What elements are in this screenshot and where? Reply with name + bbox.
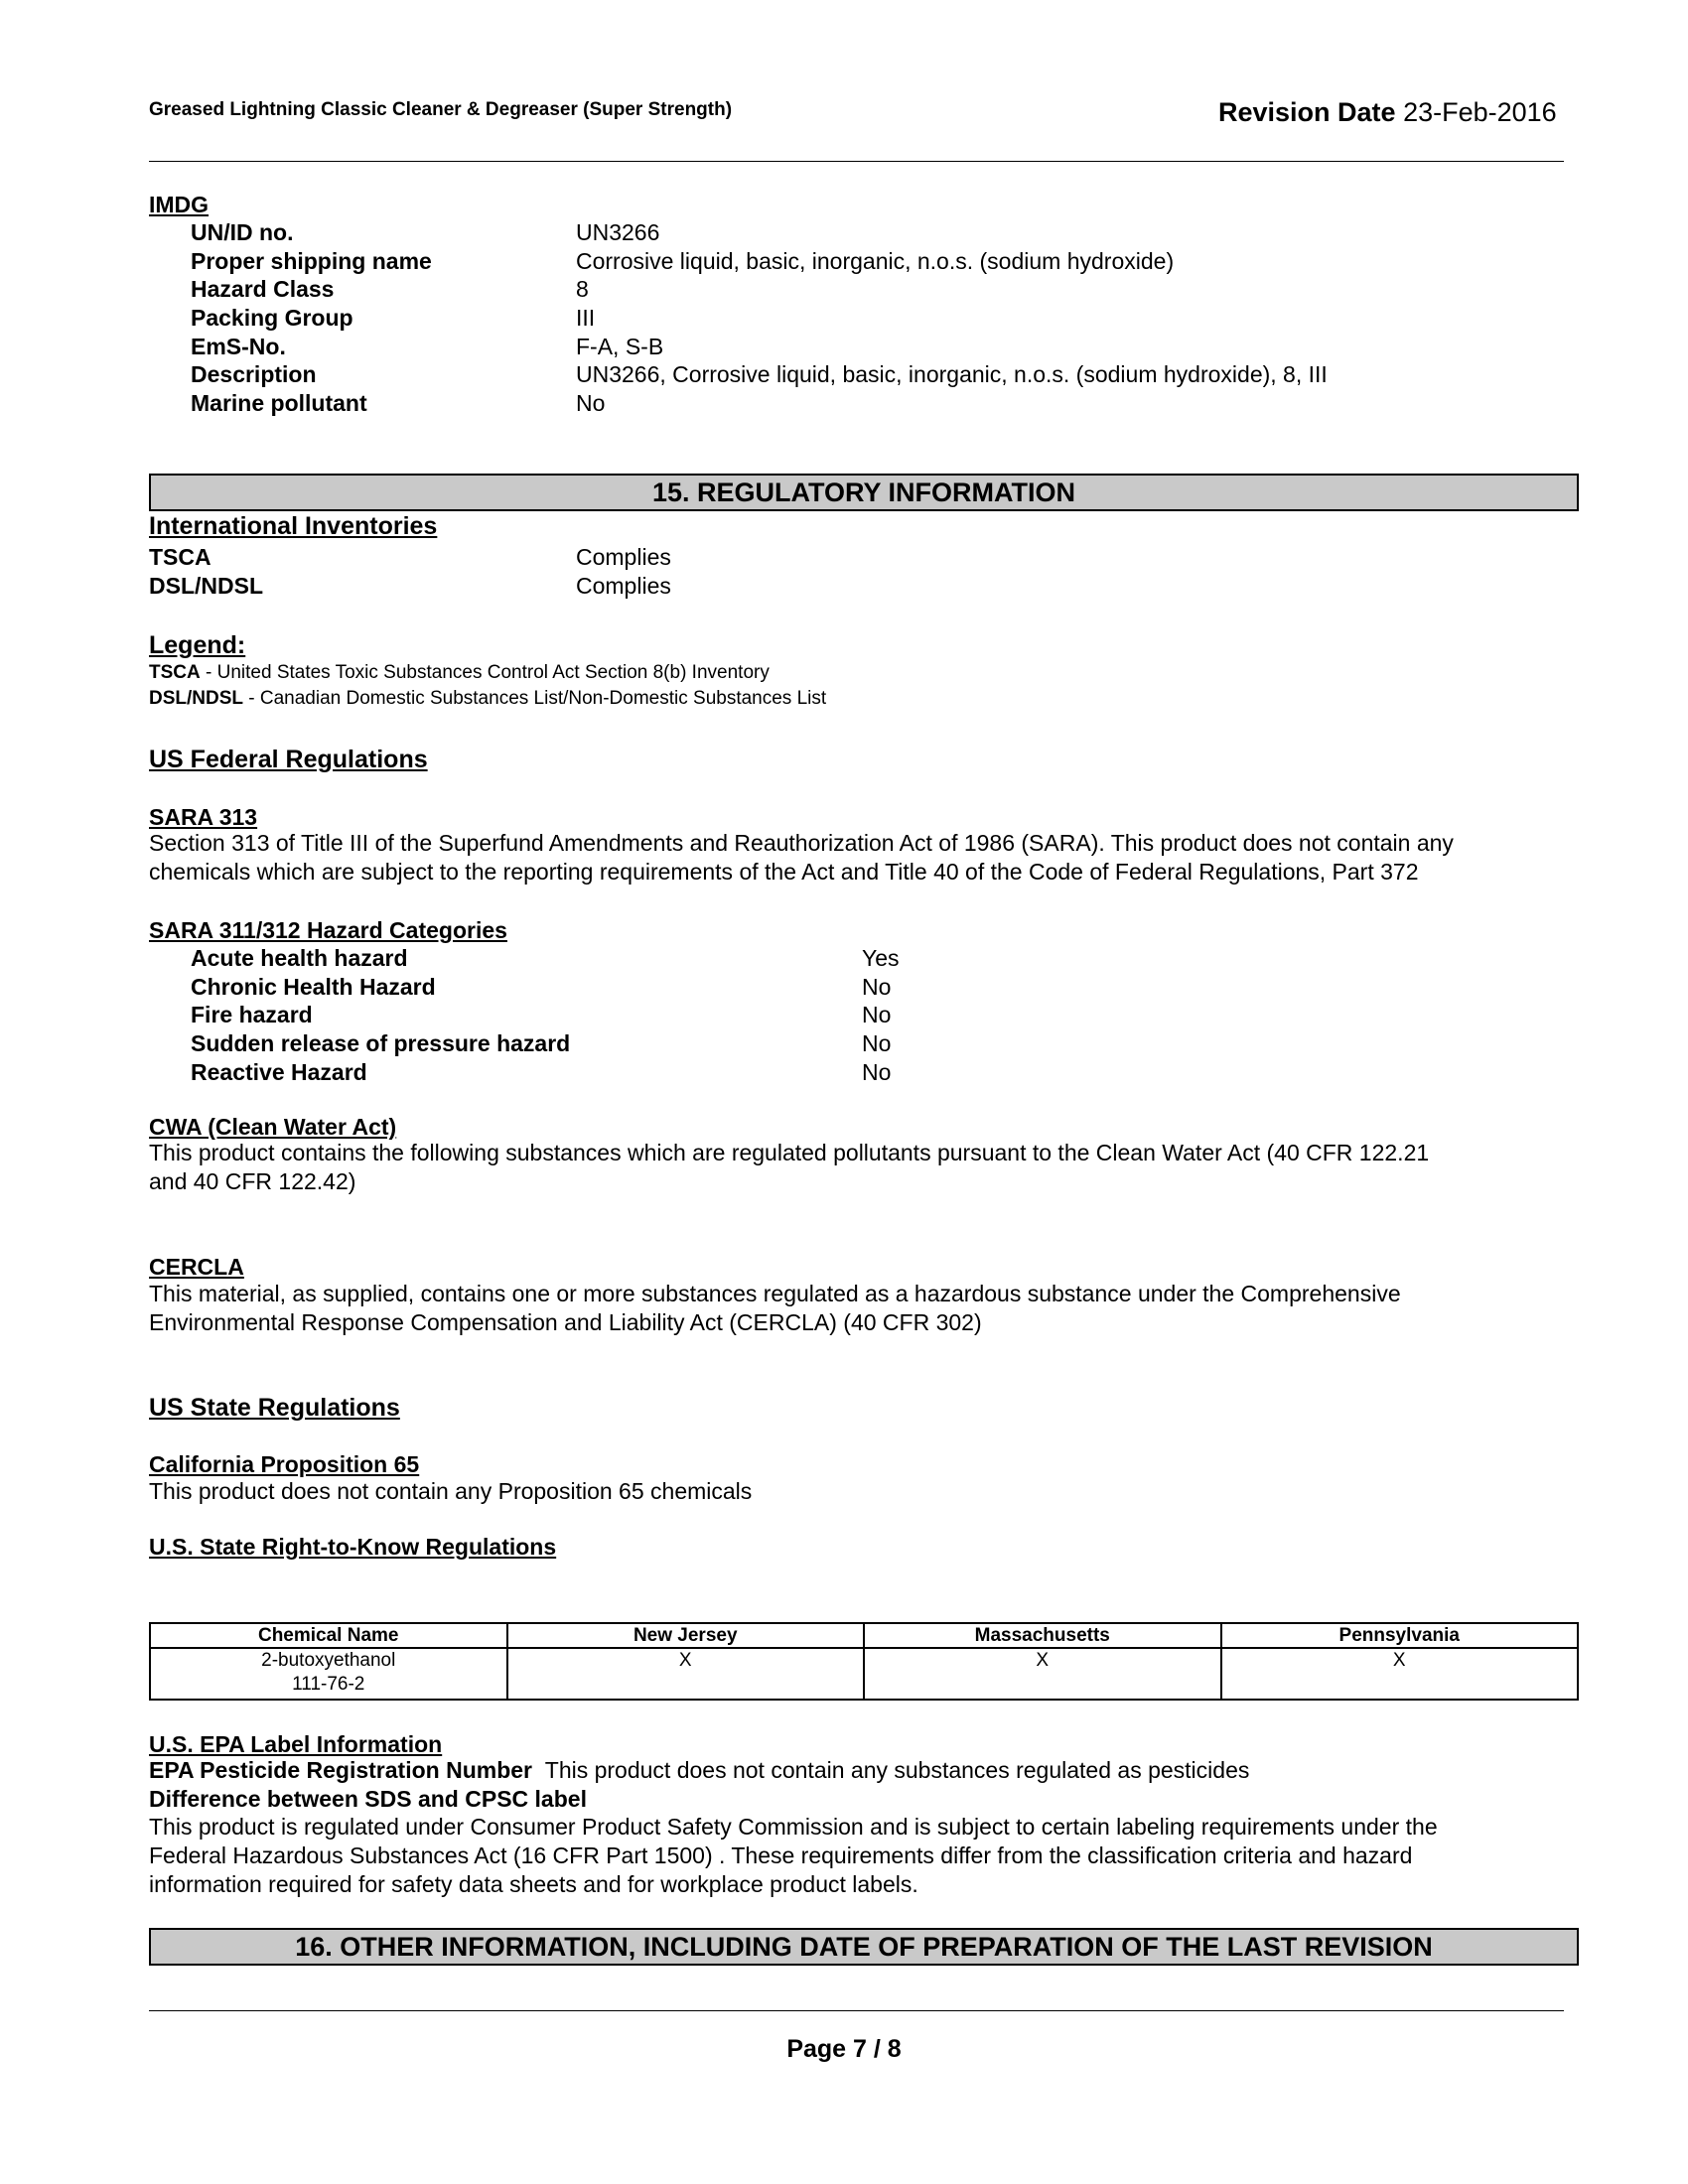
epa-heading: U.S. EPA Label Information	[149, 1731, 443, 1757]
sara-313-heading: SARA 313	[149, 804, 258, 830]
legend-text: - Canadian Domestic Substances List/Non-Domestic Substances List	[243, 688, 827, 709]
imdg-row	[191, 218, 1481, 247]
epa-registration	[149, 1756, 1599, 1785]
imdg-row	[191, 304, 1481, 333]
massachusetts-cell: X	[864, 1648, 1221, 1700]
hazard-row	[191, 1001, 1084, 1029]
imdg-label: Proper shipping name	[191, 247, 432, 274]
hazard-value: No	[862, 1002, 892, 1028]
legend-item	[149, 660, 770, 686]
cercla-line: Environmental Response Compensation and Liability Act (CERCLA) (40 CFR 302)	[149, 1309, 982, 1335]
col-chemical-name: Chemical Name	[150, 1623, 507, 1648]
right-to-know-table	[149, 1622, 1579, 1701]
legend-item	[149, 686, 826, 712]
imdg-label: Description	[191, 361, 317, 388]
col-new-jersey: New Jersey	[507, 1623, 865, 1648]
prop65-heading: California Proposition 65	[149, 1451, 420, 1477]
pennsylvania-cell: X	[1221, 1648, 1579, 1700]
intl-inventories-heading: International Inventories	[149, 512, 438, 540]
section-15-banner: 15. REGULATORY INFORMATION	[149, 474, 1579, 511]
sara-313-line: Section 313 of Title III of the Superfund Amendments and Reauthorization Act of 1986 (SARA). This product does not contain any	[149, 830, 1454, 856]
col-massachusetts: Massachusetts	[864, 1623, 1221, 1648]
difference-line: information required for safety data sheets and for workplace product labels.	[149, 1871, 918, 1897]
cas-number: 111-76-2	[292, 1674, 365, 1695]
table-header-row	[150, 1623, 1578, 1648]
sds-cpsc-difference-label: Difference between SDS and CPSC label	[149, 1786, 587, 1812]
hazard-row	[191, 944, 1084, 973]
cercla-line: This material, as supplied, contains one or more substances regulated as a hazardous substance under the Comprehensive	[149, 1281, 1401, 1306]
inventory-row	[149, 572, 1043, 601]
new-jersey-cell: X	[507, 1648, 865, 1700]
hazard-label: Chronic Health Hazard	[191, 973, 436, 1000]
imdg-label: Hazard Class	[191, 276, 335, 303]
hazard-label: Fire hazard	[191, 1002, 313, 1028]
inventory-value: Complies	[576, 572, 671, 599]
legend-abbr: DSL/NDSL	[149, 688, 243, 709]
cwa-heading: CWA (Clean Water Act)	[149, 1114, 397, 1140]
imdg-value: UN3266, Corrosive liquid, basic, inorganic, n.o.s. (sodium hydroxide), 8, III	[576, 361, 1328, 388]
imdg-row	[191, 247, 1481, 276]
header-divider	[149, 161, 1564, 162]
cercla-heading: CERCLA	[149, 1254, 244, 1280]
imdg-label: Packing Group	[191, 305, 353, 332]
sara-313-text	[149, 829, 1599, 887]
imdg-value: F-A, S-B	[576, 333, 664, 359]
imdg-row	[191, 333, 1481, 361]
hazard-value: No	[862, 973, 892, 1000]
right-to-know-heading: U.S. State Right-to-Know Regulations	[149, 1534, 557, 1560]
hazard-row	[191, 973, 1084, 1002]
imdg-row	[191, 389, 1481, 418]
imdg-table	[191, 218, 1481, 418]
hazard-row	[191, 1029, 1084, 1058]
imdg-label: EmS-No.	[191, 333, 286, 359]
imdg-heading: IMDG	[149, 192, 210, 217]
imdg-row	[191, 275, 1481, 304]
page-number: Page 7 / 8	[786, 2035, 902, 2063]
prop65-text: This product does not contain any Proposition 65 chemicals	[149, 1478, 753, 1504]
legend-text: - United States Toxic Substances Control Act Section 8(b) Inventory	[200, 662, 770, 683]
hazard-value: Yes	[862, 945, 900, 971]
hazard-value: No	[862, 1030, 892, 1057]
imdg-value: 8	[576, 276, 589, 303]
chemical-name: 2-butoxyethanol	[261, 1650, 396, 1671]
difference-line: Federal Hazardous Substances Act (16 CFR Part 1500) . These requirements differ from the classification criteria and hazard	[149, 1843, 1413, 1868]
sds-cpsc-difference-text	[149, 1813, 1609, 1899]
table-row	[150, 1648, 1578, 1700]
chemical-name-cell	[150, 1648, 507, 1700]
sara-311-table	[191, 944, 1084, 1086]
epa-registration-label: EPA Pesticide Registration Number	[149, 1757, 532, 1783]
imdg-label: Marine pollutant	[191, 390, 367, 417]
imdg-value: Corrosive liquid, basic, inorganic, n.o.s. (sodium hydroxide)	[576, 247, 1175, 274]
hazard-row	[191, 1058, 1084, 1087]
col-pennsylvania: Pennsylvania	[1221, 1623, 1579, 1648]
sara-313-line: chemicals which are subject to the reporting requirements of the Act and Title 40 of the Code of Federal Regulations, Part 372	[149, 859, 1419, 885]
inventory-label: DSL/NDSL	[149, 572, 263, 599]
cwa-text	[149, 1139, 1599, 1196]
hazard-label: Acute health hazard	[191, 945, 408, 971]
legend-abbr: TSCA	[149, 662, 201, 683]
imdg-row	[191, 360, 1481, 389]
epa-registration-value: This product does not contain any substances regulated as pesticides	[544, 1757, 1250, 1783]
document-product-title: Greased Lightning Classic Cleaner & Degreaser (Super Strength)	[149, 99, 733, 120]
hazard-label: Reactive Hazard	[191, 1058, 367, 1085]
sara-311-heading: SARA 311/312 Hazard Categories	[149, 917, 507, 943]
cwa-line: This product contains the following substances which are regulated pollutants pursuant to the Clean Water Act (40 CFR 122.21	[149, 1140, 1430, 1165]
inventories-table	[149, 543, 1043, 600]
cwa-line: and 40 CFR 122.42)	[149, 1168, 356, 1194]
imdg-value: No	[576, 390, 606, 417]
revision-label: Revision Date	[1218, 97, 1396, 127]
section-16-banner: 16. OTHER INFORMATION, INCLUDING DATE OF PREPARATION OF THE LAST REVISION	[149, 1928, 1579, 1966]
revision-date	[1218, 97, 1557, 128]
cercla-text	[149, 1280, 1599, 1337]
difference-line: This product is regulated under Consumer Product Safety Commission and is subject to certain labeling requirements under the	[149, 1814, 1438, 1840]
imdg-value: III	[576, 305, 596, 332]
hazard-label: Sudden release of pressure hazard	[191, 1030, 571, 1057]
us-federal-heading: US Federal Regulations	[149, 746, 428, 773]
legend-heading: Legend:	[149, 631, 246, 659]
imdg-label: UN/ID no.	[191, 219, 294, 245]
hazard-value: No	[862, 1058, 892, 1085]
inventory-label: TSCA	[149, 544, 211, 570]
revision-date-value: 23-Feb-2016	[1403, 97, 1557, 127]
inventory-value: Complies	[576, 544, 671, 570]
imdg-value: UN3266	[576, 219, 660, 245]
inventory-row	[149, 543, 1043, 572]
footer-divider	[149, 2010, 1564, 2011]
us-state-heading: US State Regulations	[149, 1394, 400, 1422]
